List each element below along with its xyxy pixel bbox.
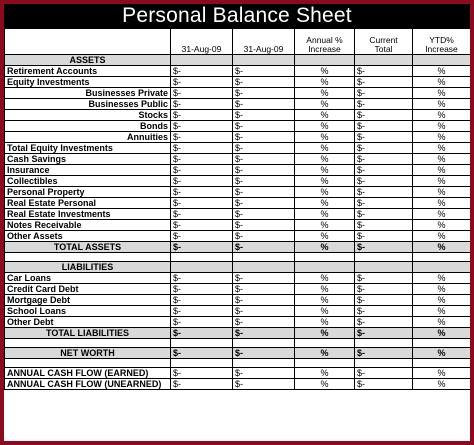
table-row: [5, 99, 471, 110]
value-cell-percent[interactable]: %: [295, 110, 355, 121]
value-cell-percent[interactable]: %: [413, 273, 471, 284]
column-header: Current Total: [355, 29, 413, 55]
value-cell-dollar[interactable]: $-: [233, 242, 295, 253]
table-row: [5, 66, 471, 77]
value-cell-dollar[interactable]: $-: [171, 231, 233, 242]
table-row: [5, 295, 471, 306]
value-cell-dollar[interactable]: $-: [171, 121, 233, 132]
value-cell-percent[interactable]: %: [413, 317, 471, 328]
value-cell-dollar[interactable]: $-: [171, 165, 233, 176]
value-cell-dollar[interactable]: $-: [355, 328, 413, 339]
value-cell-dollar[interactable]: $-: [355, 176, 413, 187]
total-label: NET WORTH: [5, 348, 171, 359]
value-cell-percent[interactable]: %: [413, 154, 471, 165]
table-row: [5, 379, 471, 390]
value-cell-dollar[interactable]: $-: [171, 88, 233, 99]
balance-sheet-table: [4, 28, 471, 390]
empty-cell[interactable]: [233, 262, 295, 273]
value-cell-dollar[interactable]: $-: [355, 306, 413, 317]
value-cell-dollar[interactable]: $-: [355, 77, 413, 88]
empty-cell[interactable]: [413, 253, 471, 262]
value-cell-dollar[interactable]: $-: [233, 88, 295, 99]
value-cell-percent[interactable]: %: [413, 110, 471, 121]
empty-cell[interactable]: [171, 339, 233, 348]
table-row: [5, 132, 471, 143]
value-cell-percent[interactable]: %: [295, 348, 355, 359]
value-cell-percent[interactable]: %: [295, 242, 355, 253]
value-cell-dollar[interactable]: $-: [355, 295, 413, 306]
empty-cell[interactable]: [295, 253, 355, 262]
value-cell-dollar[interactable]: $-: [355, 242, 413, 253]
value-cell-percent[interactable]: %: [295, 273, 355, 284]
value-cell-dollar[interactable]: $-: [233, 198, 295, 209]
value-cell-dollar[interactable]: $-: [171, 132, 233, 143]
value-cell-dollar[interactable]: $-: [171, 295, 233, 306]
value-cell-dollar[interactable]: $-: [171, 306, 233, 317]
value-cell-percent[interactable]: %: [413, 379, 471, 390]
value-cell-dollar[interactable]: $-: [355, 348, 413, 359]
value-cell-percent[interactable]: %: [413, 231, 471, 242]
value-cell-dollar[interactable]: $-: [355, 99, 413, 110]
value-cell-dollar[interactable]: $-: [233, 368, 295, 379]
row-label: Businesses Private: [5, 88, 171, 99]
value-cell-percent[interactable]: %: [295, 176, 355, 187]
value-cell-dollar[interactable]: $-: [171, 209, 233, 220]
row-label: Real Estate Investments: [5, 209, 171, 220]
empty-cell[interactable]: [295, 55, 355, 66]
value-cell-dollar[interactable]: $-: [233, 220, 295, 231]
empty-cell[interactable]: [5, 339, 171, 348]
value-cell-dollar[interactable]: $-: [355, 209, 413, 220]
row-label: Total Equity Investments: [5, 143, 171, 154]
value-cell-percent[interactable]: %: [413, 368, 471, 379]
empty-cell[interactable]: [413, 359, 471, 368]
empty-cell[interactable]: [413, 262, 471, 273]
value-cell-dollar[interactable]: $-: [171, 198, 233, 209]
value-cell-percent[interactable]: %: [295, 306, 355, 317]
table-row: [5, 198, 471, 209]
value-cell-dollar[interactable]: $-: [233, 273, 295, 284]
value-cell-percent[interactable]: %: [413, 77, 471, 88]
table-row: [5, 77, 471, 88]
total-label: TOTAL LIABILITIES: [5, 328, 171, 339]
table-row: [5, 154, 471, 165]
value-cell-percent[interactable]: %: [413, 143, 471, 154]
table-row: [5, 121, 471, 132]
table-row: [5, 143, 471, 154]
value-cell-dollar[interactable]: $-: [355, 284, 413, 295]
value-cell-percent[interactable]: %: [413, 348, 471, 359]
value-cell-dollar[interactable]: $-: [355, 231, 413, 242]
value-cell-percent[interactable]: %: [295, 77, 355, 88]
value-cell-percent[interactable]: %: [295, 187, 355, 198]
column-header: [5, 29, 171, 55]
empty-cell[interactable]: [233, 359, 295, 368]
empty-cell[interactable]: [171, 359, 233, 368]
value-cell-percent[interactable]: %: [295, 231, 355, 242]
value-cell-percent[interactable]: %: [295, 317, 355, 328]
empty-cell[interactable]: [295, 339, 355, 348]
value-cell-dollar[interactable]: $-: [233, 379, 295, 390]
row-label: Retirement Accounts: [5, 66, 171, 77]
value-cell-percent[interactable]: %: [413, 66, 471, 77]
empty-cell[interactable]: [413, 55, 471, 66]
value-cell-percent[interactable]: %: [413, 132, 471, 143]
value-cell-dollar[interactable]: $-: [171, 66, 233, 77]
value-cell-percent[interactable]: %: [295, 368, 355, 379]
column-header: Annual % Increase: [295, 29, 355, 55]
empty-cell[interactable]: [171, 55, 233, 66]
value-cell-dollar[interactable]: $-: [171, 154, 233, 165]
value-cell-dollar[interactable]: $-: [171, 77, 233, 88]
value-cell-percent[interactable]: %: [413, 198, 471, 209]
value-cell-dollar[interactable]: $-: [171, 273, 233, 284]
column-header: 31-Aug-09: [233, 29, 295, 55]
row-label: Equity Investments: [5, 77, 171, 88]
row-label: ANNUAL CASH FLOW (UNEARNED): [5, 379, 171, 390]
value-cell-dollar[interactable]: $-: [355, 110, 413, 121]
table-row: [5, 110, 471, 121]
value-cell-percent[interactable]: %: [295, 88, 355, 99]
table-row: [5, 231, 471, 242]
table-row: [5, 368, 471, 379]
value-cell-percent[interactable]: %: [295, 132, 355, 143]
empty-cell[interactable]: [171, 262, 233, 273]
row-label: Insurance: [5, 165, 171, 176]
liabilities-section-row: [5, 262, 471, 273]
table-row: [5, 220, 471, 231]
value-cell-dollar[interactable]: $-: [171, 328, 233, 339]
value-cell-dollar[interactable]: $-: [233, 132, 295, 143]
value-cell-percent[interactable]: %: [295, 220, 355, 231]
section-label: LIABILITIES: [5, 262, 171, 273]
assets-section-row: [5, 55, 471, 66]
row-label: Businesses Public: [5, 99, 171, 110]
table-row: [5, 317, 471, 328]
value-cell-percent[interactable]: %: [413, 176, 471, 187]
value-cell-dollar[interactable]: $-: [233, 176, 295, 187]
value-cell-dollar[interactable]: $-: [355, 317, 413, 328]
row-label: Other Assets: [5, 231, 171, 242]
net-worth-row: [5, 348, 471, 359]
row-label: Stocks: [5, 110, 171, 121]
value-cell-dollar[interactable]: $-: [233, 328, 295, 339]
value-cell-dollar[interactable]: $-: [233, 77, 295, 88]
value-cell-dollar[interactable]: $-: [233, 143, 295, 154]
value-cell-dollar[interactable]: $-: [171, 143, 233, 154]
value-cell-dollar[interactable]: $-: [233, 231, 295, 242]
blank-row: [5, 339, 471, 348]
row-label: Bonds: [5, 121, 171, 132]
value-cell-dollar[interactable]: $-: [233, 99, 295, 110]
value-cell-dollar[interactable]: $-: [233, 317, 295, 328]
empty-cell[interactable]: [5, 359, 171, 368]
empty-cell[interactable]: [413, 339, 471, 348]
row-label: Notes Receivable: [5, 220, 171, 231]
row-label: Collectibles: [5, 176, 171, 187]
column-header: YTD% Increase: [413, 29, 471, 55]
value-cell-dollar[interactable]: $-: [355, 132, 413, 143]
row-label: School Loans: [5, 306, 171, 317]
value-cell-dollar[interactable]: $-: [233, 187, 295, 198]
blank-row: [5, 253, 471, 262]
empty-cell[interactable]: [295, 262, 355, 273]
total-assets-row: [5, 242, 471, 253]
value-cell-dollar[interactable]: $-: [233, 209, 295, 220]
total-liabilities-row: [5, 328, 471, 339]
value-cell-dollar[interactable]: $-: [355, 66, 413, 77]
value-cell-percent[interactable]: %: [295, 198, 355, 209]
table-row: [5, 306, 471, 317]
value-cell-percent[interactable]: %: [413, 209, 471, 220]
row-label: Annuities: [5, 132, 171, 143]
table-row: [5, 284, 471, 295]
value-cell-dollar[interactable]: $-: [171, 220, 233, 231]
value-cell-percent[interactable]: %: [295, 379, 355, 390]
value-cell-percent[interactable]: %: [295, 154, 355, 165]
value-cell-dollar[interactable]: $-: [355, 273, 413, 284]
value-cell-dollar[interactable]: $-: [355, 154, 413, 165]
row-label: Car Loans: [5, 273, 171, 284]
total-label: TOTAL ASSETS: [5, 242, 171, 253]
empty-cell[interactable]: [355, 262, 413, 273]
value-cell-percent[interactable]: %: [295, 143, 355, 154]
header-row: [5, 29, 471, 55]
value-cell-percent[interactable]: %: [413, 121, 471, 132]
value-cell-percent[interactable]: %: [413, 242, 471, 253]
value-cell-percent[interactable]: %: [295, 121, 355, 132]
value-cell-dollar[interactable]: $-: [233, 165, 295, 176]
value-cell-dollar[interactable]: $-: [233, 306, 295, 317]
table-row: [5, 273, 471, 284]
value-cell-dollar[interactable]: $-: [171, 368, 233, 379]
empty-cell[interactable]: [233, 253, 295, 262]
value-cell-dollar[interactable]: $-: [171, 187, 233, 198]
value-cell-dollar[interactable]: $-: [233, 121, 295, 132]
value-cell-dollar[interactable]: $-: [355, 88, 413, 99]
value-cell-dollar[interactable]: $-: [171, 99, 233, 110]
row-label: Personal Property: [5, 187, 171, 198]
value-cell-dollar[interactable]: $-: [355, 143, 413, 154]
value-cell-dollar[interactable]: $-: [355, 220, 413, 231]
value-cell-dollar[interactable]: $-: [233, 66, 295, 77]
empty-cell[interactable]: [355, 359, 413, 368]
value-cell-dollar[interactable]: $-: [233, 295, 295, 306]
table-row: [5, 209, 471, 220]
value-cell-dollar[interactable]: $-: [171, 110, 233, 121]
value-cell-dollar[interactable]: $-: [233, 348, 295, 359]
blank-row: [5, 359, 471, 368]
row-label: Real Estate Personal: [5, 198, 171, 209]
value-cell-percent[interactable]: %: [413, 99, 471, 110]
column-header: 31-Aug-09: [171, 29, 233, 55]
empty-cell[interactable]: [233, 339, 295, 348]
value-cell-dollar[interactable]: $-: [171, 176, 233, 187]
table-row: [5, 187, 471, 198]
value-cell-percent[interactable]: %: [413, 306, 471, 317]
value-cell-percent[interactable]: %: [295, 209, 355, 220]
value-cell-percent[interactable]: %: [413, 284, 471, 295]
value-cell-dollar[interactable]: $-: [171, 242, 233, 253]
value-cell-percent[interactable]: %: [413, 165, 471, 176]
value-cell-dollar[interactable]: $-: [171, 284, 233, 295]
row-label: Cash Savings: [5, 154, 171, 165]
table-row: [5, 88, 471, 99]
row-label: Other Debt: [5, 317, 171, 328]
value-cell-percent[interactable]: %: [295, 99, 355, 110]
table-row: [5, 165, 471, 176]
empty-cell[interactable]: [5, 253, 171, 262]
value-cell-dollar[interactable]: $-: [355, 165, 413, 176]
empty-cell[interactable]: [171, 253, 233, 262]
value-cell-percent[interactable]: %: [295, 165, 355, 176]
value-cell-percent[interactable]: %: [295, 284, 355, 295]
empty-cell[interactable]: [295, 359, 355, 368]
value-cell-percent[interactable]: %: [413, 187, 471, 198]
sheet-title: Personal Balance Sheet: [4, 4, 470, 28]
value-cell-dollar[interactable]: $-: [355, 187, 413, 198]
value-cell-dollar[interactable]: $-: [355, 368, 413, 379]
value-cell-dollar[interactable]: $-: [355, 379, 413, 390]
row-label: Credit Card Debt: [5, 284, 171, 295]
row-label: Mortgage Debt: [5, 295, 171, 306]
value-cell-percent[interactable]: %: [413, 220, 471, 231]
value-cell-dollar[interactable]: $-: [171, 348, 233, 359]
table-row: [5, 176, 471, 187]
empty-cell[interactable]: [233, 55, 295, 66]
value-cell-dollar[interactable]: $-: [355, 198, 413, 209]
value-cell-percent[interactable]: %: [295, 295, 355, 306]
value-cell-dollar[interactable]: $-: [233, 110, 295, 121]
value-cell-percent[interactable]: %: [295, 66, 355, 77]
value-cell-percent[interactable]: %: [413, 295, 471, 306]
value-cell-percent[interactable]: %: [295, 328, 355, 339]
value-cell-percent[interactable]: %: [413, 328, 471, 339]
value-cell-dollar[interactable]: $-: [171, 379, 233, 390]
empty-cell[interactable]: [355, 253, 413, 262]
empty-cell[interactable]: [355, 55, 413, 66]
row-label: ANNUAL CASH FLOW (EARNED): [5, 368, 171, 379]
value-cell-dollar[interactable]: $-: [233, 284, 295, 295]
value-cell-dollar[interactable]: $-: [171, 317, 233, 328]
section-label: ASSETS: [5, 55, 171, 66]
value-cell-dollar[interactable]: $-: [355, 121, 413, 132]
value-cell-dollar[interactable]: $-: [233, 154, 295, 165]
value-cell-percent[interactable]: %: [413, 88, 471, 99]
empty-cell[interactable]: [355, 339, 413, 348]
